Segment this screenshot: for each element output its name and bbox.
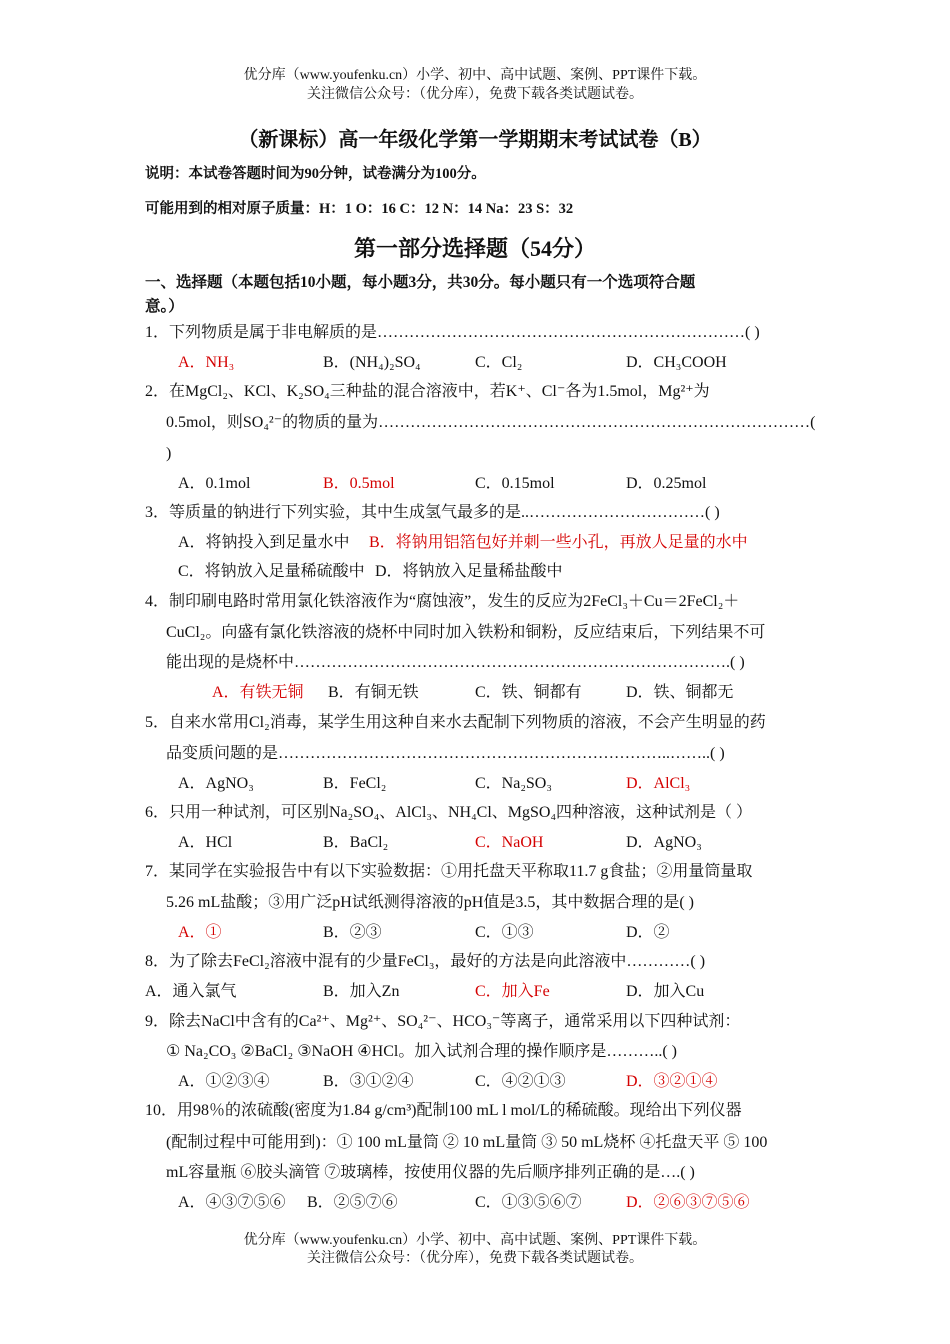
q1-option-b: B．(NH₄)₂SO₄ (323, 354, 421, 371)
q4-option-d: D．铁、铜都无 (626, 684, 734, 701)
q1-option-a: A．NH₃ (178, 354, 235, 371)
q10-stem-2: (配制过程中可能用到)：① 100 mL量筒 ② 10 mL量筒 ③ 50 mL烧杯 ④托盘天平 ⑤ 100 (166, 1134, 768, 1151)
q7-stem-2: 5.26 mL盐酸；③用广泛pH试纸测得溶液的pH值是3.5，其中数据合理的是( ) (166, 894, 694, 911)
q10-option-a: A．④③⑦⑤⑥ (178, 1194, 286, 1211)
q6-option-b: B．BaCl₂ (323, 834, 389, 851)
q2-option-c: C．0.15mol (475, 475, 555, 492)
q8-option-c: C．加入Fe (475, 983, 550, 1000)
q3-option-d: D．将钠放入足量稀盐酸中 (375, 563, 563, 580)
q6-option-c: C．NaOH (475, 834, 544, 851)
q2-option-d: D．0.25mol (626, 475, 707, 492)
q4-stem-2: CuCl₂。向盛有氯化铁溶液的烧杯中同时加入铁粉和铜粉，反应结束后，下列结果不可 (166, 624, 766, 641)
q1-stem: 1．下列物质是属于非电解质的是……………………………………………………………( ) (145, 324, 760, 341)
q1-option-c: C．Cl₂ (475, 354, 523, 371)
q3-option-b: B．将钠用铝箔包好并刺一些小孔，再放人足量的水中 (369, 534, 748, 551)
q5-option-d: D．AlCl₃ (626, 775, 691, 792)
q3-stem: 3．等质量的钠进行下列实验，其中生成氢气最多的是..……………………………( ) (145, 504, 720, 521)
q7-option-b: B．②③ (323, 924, 382, 941)
q10-option-c: C．①③⑤⑥⑦ (475, 1194, 582, 1211)
q6-option-d: D．AgNO₃ (626, 834, 702, 851)
q10-stem-3: mL容量瓶 ⑥胶头滴管 ⑦玻璃棒，按使用仪器的先后顺序排列正确的是….( ) (166, 1164, 695, 1181)
q9-option-c: C．④②①③ (475, 1073, 566, 1090)
q10-option-d: D．②⑥③⑦⑤⑥ (626, 1194, 750, 1211)
q9-option-b: B．③①②④ (323, 1073, 414, 1090)
q9-option-a: A．①②③④ (178, 1073, 270, 1090)
section-heading-2: 意。） (145, 298, 184, 315)
exam-title: （新课标）高一年级化学第一学期期末考试试卷（B） (238, 129, 712, 151)
q8-option-d: D．加入Cu (626, 983, 705, 1000)
q4-option-c: C．铁、铜都有 (475, 684, 582, 701)
q10-stem-1: 10．用98％的浓硫酸(密度为1.84 g/cm³)配制100 mL l mol/L的稀硫酸。现给出下列仪器 (145, 1102, 742, 1119)
q7-option-c: C．①③ (475, 924, 534, 941)
q7-option-a: A．① (178, 924, 222, 941)
q5-stem-1: 5．自来水常用Cl₂消毒，某学生用这种自来水去配制下列物质的溶液，不会产生明显的药 (145, 714, 766, 731)
q8-option-a: A．通入氯气 (145, 983, 237, 1000)
header-line-1: 优分库（www.youfenku.cn）小学、初中、高中试题、案例、PPT课件下载。 (243, 68, 707, 83)
q4-stem-3: 能出现的是烧杯中……………………………………………………………………….( ) (166, 654, 745, 671)
q10-option-b: B．②⑤⑦⑥ (307, 1194, 398, 1211)
q9-stem-1: 9．除去NaCl中含有的Ca²⁺、Mg²⁺、SO₄²⁻、HCO₃⁻等离子，通常采用以下四种试剂： (145, 1013, 741, 1030)
footer-line-1: 优分库（www.youfenku.cn）小学、初中、高中试题、案例、PPT课件下载。 (243, 1233, 707, 1248)
q8-stem: 8．为了除去FeCl₂溶液中混有的少量FeCl₃，最好的方法是向此溶液中…………( ) (145, 953, 706, 970)
q4-stem-1: 4．制印刷电路时常用氯化铁溶液作为“腐蚀液”，发生的反应为2FeCl₃＋Cu＝2FeCl₂＋ (145, 593, 740, 610)
q1-option-d: D．CH₃COOH (626, 354, 727, 371)
part-title: 第一部分选择题（54分） (353, 236, 596, 261)
exam-note: 说明：本试卷答题时间为90分钟，试卷满分为100分。 (145, 166, 486, 182)
q4-option-a: A．有铁无铜 (212, 684, 304, 701)
q6-stem: 6．只用一种试剂，可区别Na₂SO₄、AlCl₃、NH₄Cl、MgSO₄四种溶液，这种试剂是（ ） (145, 804, 753, 821)
q2-stem-3: ) (166, 445, 172, 462)
q9-option-d: D．③②①④ (626, 1073, 718, 1090)
q5-option-c: C．Na₂SO₃ (475, 775, 552, 792)
section-heading-1: 一、选择题（本题包括10小题，每小题3分，共30分。每小题只有一个选项符合题 (145, 274, 696, 291)
q6-option-a: A．HCl (178, 834, 233, 851)
atomic-masses: 可能用到的相对原子质量：H：1 O：16 C：12 N：14 Na：23 S：32 (145, 201, 574, 217)
q2-stem-2: 0.5mol，则SO₄²⁻的物质的量为………………………………………………………………………( (166, 414, 816, 431)
q2-option-b: B．0.5mol (323, 475, 395, 492)
q5-option-b: B．FeCl₂ (323, 775, 387, 792)
header-line-2: 关注微信公众号：（优分库），免费下载各类试题试卷。 (307, 87, 643, 102)
q2-stem-1: 2．在MgCl₂、KCl、K₂SO₄三种盐的混合溶液中，若K⁺、Cl⁻各为1.5mol，Mg²⁺为 (145, 383, 710, 400)
q4-option-b: B．有铜无铁 (328, 684, 419, 701)
q3-option-a: A．将钠投入到足量水中 (178, 534, 350, 551)
footer-line-2: 关注微信公众号：（优分库），免费下载各类试题试卷。 (307, 1251, 643, 1266)
q8-option-b: B．加入Zn (323, 983, 400, 1000)
q5-option-a: A．AgNO₃ (178, 775, 254, 792)
q7-stem-1: 7．某同学在实验报告中有以下实验数据：①用托盘天平称取11.7 g食盐；②用量筒量取 (145, 863, 753, 880)
q7-option-d: D．② (626, 924, 670, 941)
q2-option-a: A．0.1mol (178, 475, 251, 492)
q5-stem-2: 品变质问题的是………………………………………………………………..……..( ) (166, 745, 725, 762)
q9-stem-2: ① Na₂CO₃ ②BaCl₂ ③NaOH ④HCl。加入试剂合理的操作顺序是………..( ) (166, 1043, 677, 1060)
q3-option-c: C．将钠放入足量稀硫酸中 (178, 563, 365, 580)
